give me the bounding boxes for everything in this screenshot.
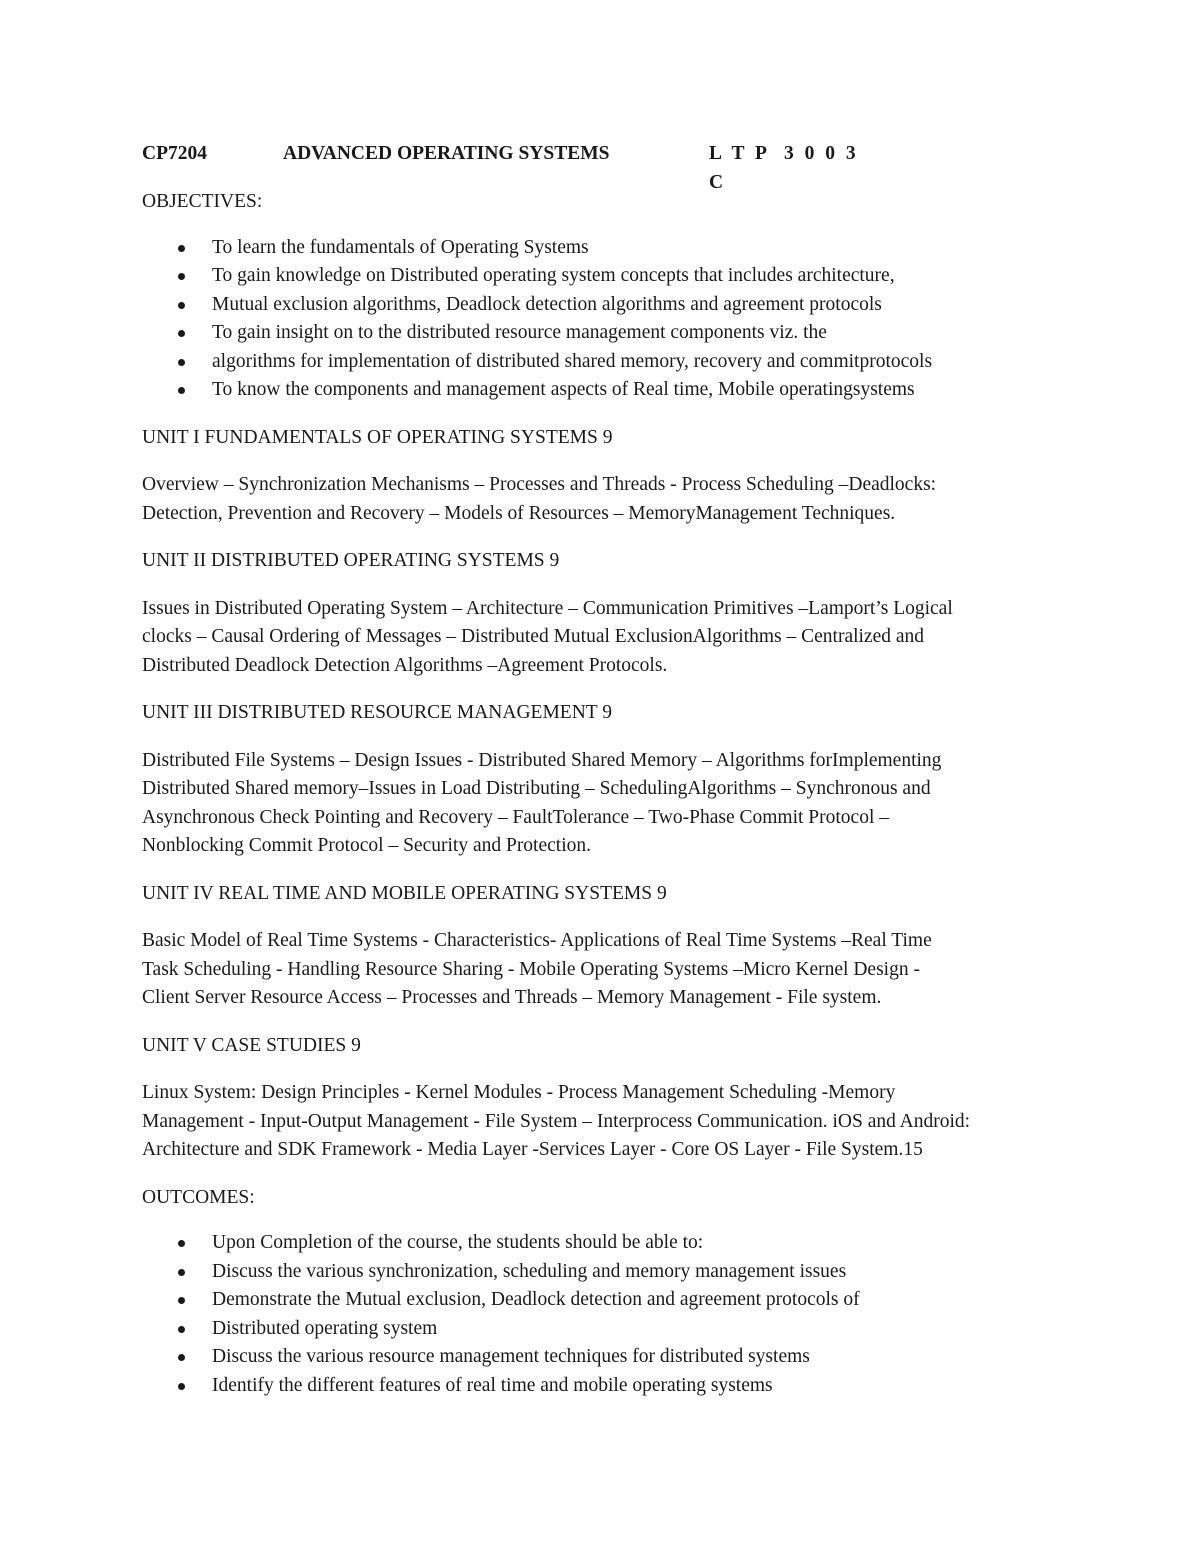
bullet-icon (178, 245, 185, 252)
unit-3-body (142, 747, 1072, 861)
bullet-icon (178, 1383, 185, 1390)
bullet-icon (178, 1354, 185, 1361)
list-item-text: Distributed operating system (212, 1317, 438, 1339)
text-line: Nonblocking Commit Protocol – Security and Protection. (142, 835, 591, 856)
text-line: Architecture and SDK Framework - Media Layer -Services Layer - Core OS Layer - File System.15 (142, 1139, 923, 1160)
list-item (142, 1343, 1072, 1372)
list-item (142, 291, 1072, 320)
text-line: Basic Model of Real Time Systems - Characteristics- Applications of Real Time Systems –Real Time (142, 930, 932, 951)
list-item-text: Mutual exclusion algorithms, Deadlock detection algorithms and agreement protocols (212, 293, 882, 315)
text-line: Task Scheduling - Handling Resource Sharing - Mobile Operating Systems –Micro Kernel Design - (142, 958, 920, 980)
list-item (142, 1372, 1072, 1401)
text-line: clocks – Causal Ordering of Messages – Distributed Mutual ExclusionAlgorithms – Centralized and (142, 626, 925, 647)
bullet-icon (178, 1297, 185, 1304)
bullet-icon (178, 1326, 185, 1333)
objectives-list (142, 234, 1072, 405)
bullet-icon (178, 302, 185, 309)
text-line: Asynchronous Check Pointing and Recovery – FaultTolerance – Two-Phase Commit Protocol – (142, 806, 890, 828)
list-item (142, 1286, 1072, 1315)
list-item-text: Upon Completion of the course, the students should be able to: (212, 1232, 704, 1253)
list-item-text: Discuss the various synchronization, scheduling and memory management issues (212, 1260, 847, 1282)
text-line: Client Server Resource Access – Processes and Threads – Memory Management - File system. (142, 987, 882, 1008)
outcomes-heading: OUTCOMES: (142, 1186, 255, 1208)
bullet-icon (178, 1269, 185, 1276)
unit-4-title: UNIT IV REAL TIME AND MOBILE OPERATING SYSTEMS 9 (142, 882, 667, 904)
unit-1-title: UNIT I FUNDAMENTALS OF OPERATING SYSTEMS 9 (142, 426, 613, 448)
bullet-icon (178, 387, 185, 394)
list-item-text: To gain knowledge on Distributed operating system concepts that includes architecture, (212, 265, 895, 286)
list-item (142, 1258, 1072, 1287)
list-item (142, 319, 1072, 348)
list-item (142, 1229, 1072, 1258)
unit-3-title: UNIT III DISTRIBUTED RESOURCE MANAGEMENT 9 (142, 702, 612, 723)
list-item (142, 376, 1072, 405)
outcomes-list (142, 1229, 1072, 1400)
bullet-icon (178, 1240, 185, 1247)
course-header (142, 140, 1072, 193)
list-item-text: To gain insight on to the distributed resource management components viz. the (212, 322, 827, 343)
list-item-text: Identify the different features of real time and mobile operating systems (212, 1374, 773, 1396)
list-item (142, 234, 1072, 263)
unit-4-body (142, 927, 1072, 1013)
list-item-text: Demonstrate the Mutual exclusion, Deadlock detection and agreement protocols of (212, 1289, 860, 1310)
objectives-heading: OBJECTIVES: (142, 191, 263, 212)
list-item-text: To learn the fundamentals of Operating Systems (212, 236, 589, 258)
list-item-text: Discuss the various resource management techniques for distributed systems (212, 1346, 810, 1367)
bullet-icon (178, 359, 185, 366)
course-title: ADVANCED OPERATING SYSTEMS (283, 143, 610, 164)
unit-5-title: UNIT V CASE STUDIES 9 (142, 1034, 361, 1056)
text-line: Distributed File Systems – Design Issues - Distributed Shared Memory – Algorithms forImplementing (142, 749, 942, 771)
unit-1-body (142, 471, 1072, 528)
bullet-icon (178, 330, 185, 337)
list-item-text: To know the components and management aspects of Real time, Mobile operatingsystems (212, 379, 915, 400)
syllabus-page (142, 140, 1072, 1419)
credits-value: 3 0 0 3 (784, 143, 859, 164)
text-line: Detection, Prevention and Recovery – Models of Resources – MemoryManagement Techniques. (142, 502, 896, 524)
unit-2-body (142, 595, 1072, 681)
text-line: Distributed Deadlock Detection Algorithms –Agreement Protocols. (142, 654, 668, 676)
course-code: CP7204 (142, 143, 207, 164)
bullet-icon (178, 273, 185, 280)
unit-5-body (142, 1079, 1072, 1165)
unit-2-title: UNIT II DISTRIBUTED OPERATING SYSTEMS 9 (142, 550, 560, 571)
text-line: Linux System: Design Principles - Kernel Modules - Process Management Scheduling -Memory (142, 1082, 896, 1103)
text-line: Issues in Distributed Operating System – Architecture – Communication Primitives –Lamport’s Logical (142, 597, 953, 619)
list-item (142, 262, 1072, 291)
text-line: Distributed Shared memory–Issues in Load Distributing – SchedulingAlgorithms – Synchronous and (142, 778, 931, 799)
text-line: Management - Input-Output Management - File System – Interprocess Communication. iOS and Android: (142, 1110, 971, 1132)
text-line: Overview – Synchronization Mechanisms – Processes and Threads - Process Scheduling –Deadlocks: (142, 474, 937, 495)
list-item (142, 348, 1072, 377)
list-item (142, 1315, 1072, 1344)
list-item-text: algorithms for implementation of distributed shared memory, recovery and commitprotocols (212, 350, 933, 372)
ltpc-label: L T P C (709, 143, 769, 193)
